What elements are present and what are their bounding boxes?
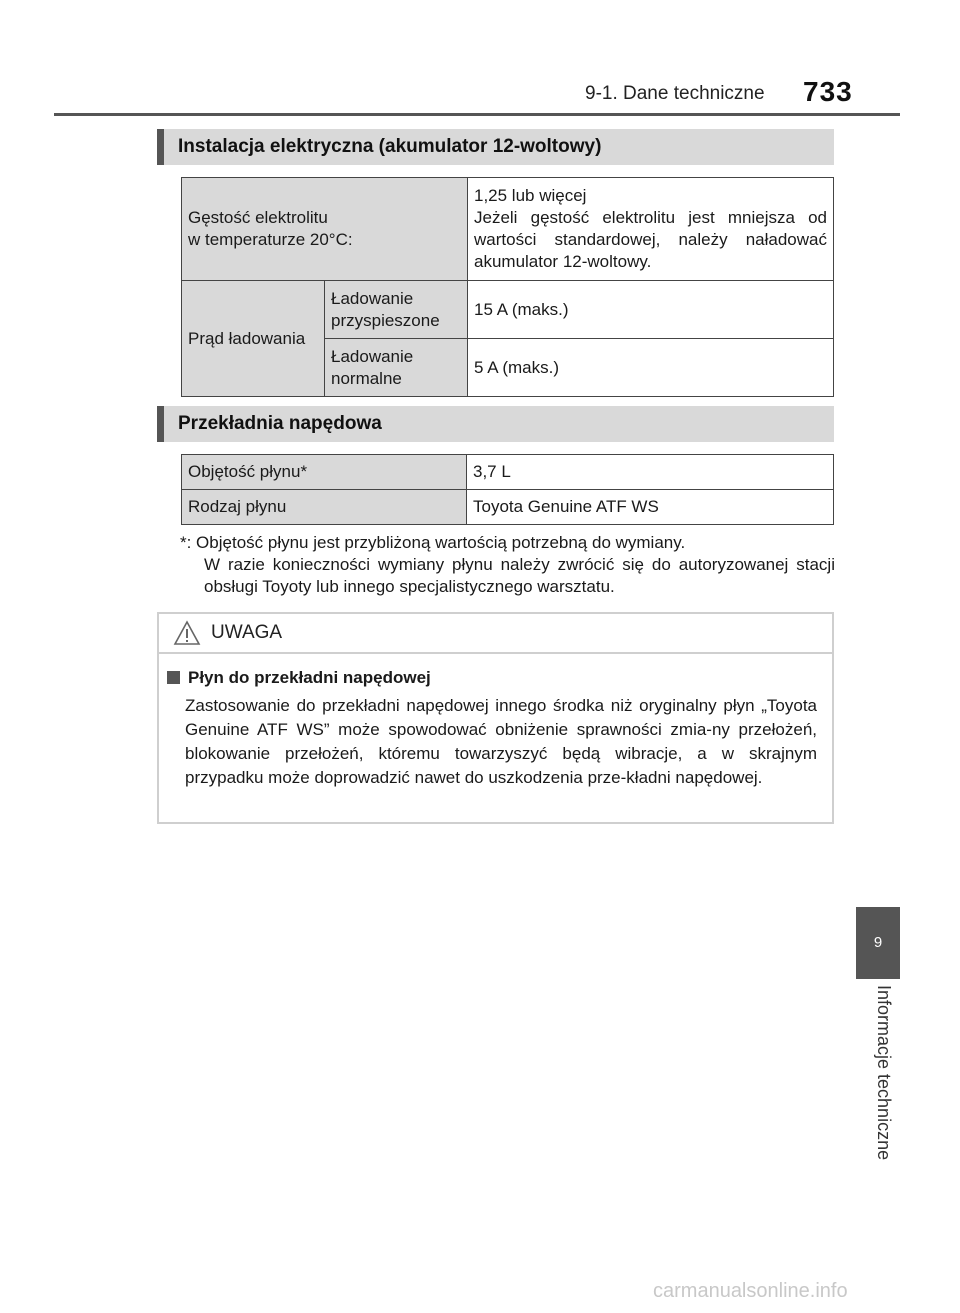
charging-value-cell: 15 A (maks.): [468, 281, 834, 339]
table-row: [182, 281, 834, 339]
fluid-spec-label: Rodzaj płynu: [182, 490, 467, 525]
electrical-spec-table: [181, 177, 834, 397]
charging-type-cell: Ładowanie przyspieszone: [325, 281, 468, 339]
watermark: carmanualsonline.info: [653, 1280, 848, 1302]
caution-subheading-text: Płyn do przekładni napędowej: [188, 668, 431, 687]
header-divider: [54, 113, 900, 116]
footnote-line: *: Objętość płynu jest przybliżoną wartością potrzebną do wymiany.: [180, 533, 686, 552]
transmission-section-title: Przekładnia napędowa: [157, 406, 834, 442]
square-bullet-icon: [167, 671, 180, 684]
table-row: [182, 455, 834, 490]
electrical-section-title: Instalacja elektryczna (akumulator 12-woltowy): [157, 129, 834, 165]
transmission-spec-table: [181, 454, 834, 525]
charging-value-cell: 5 A (maks.): [468, 339, 834, 397]
footnote: [180, 532, 835, 598]
chapter-tab: 9: [856, 907, 900, 979]
fluid-spec-value: Toyota Genuine ATF WS: [467, 490, 834, 525]
caution-body: Zastosowanie do przekładni napędowej innego środka niż oryginalny płyn „Toyota Genuine ATF WS” może spowodować obniżenie sprawności zmia-ny przełożeń, blokowanie przełożeń, któremu towarzyszyć będą wibracje, a w skrajnym przypadku może doprowadzić nawet do uszkodzenia prze-kładni napędowej.: [185, 696, 817, 787]
charging-current-label: Prąd ładowania: [182, 281, 325, 397]
page-number: 733: [803, 76, 853, 107]
chapter-label: Informacje techniczne: [874, 985, 894, 1161]
warning-triangle-icon: [173, 620, 201, 651]
caution-box: [157, 612, 834, 824]
caution-header: [159, 614, 832, 654]
caution-subheading: [167, 668, 431, 688]
table-row: [182, 178, 834, 281]
fluid-spec-value: 3,7 L: [467, 455, 834, 490]
table-row: [182, 490, 834, 525]
footnote-text: W razie konieczności wymiany płynu należy zwrócić się do autoryzowanej stacji obsługi Toyoty lub innego specjalistycznego warsztatu.: [204, 555, 835, 596]
caution-title: UWAGA: [211, 622, 283, 643]
fluid-spec-label: Objętość płynu*: [182, 455, 467, 490]
density-value: 1,25 lub więcej Jeżeli gęstość elektrolitu jest mniejsza od wartości standardowej, należy naładować akumulator 12-woltowy.: [468, 178, 834, 281]
density-label: Gęstość elektrolitu w temperaturze 20°C:: [182, 178, 468, 281]
charging-type-cell: Ładowanie normalne: [325, 339, 468, 397]
section-heading: 9-1. Dane techniczne: [585, 83, 765, 104]
